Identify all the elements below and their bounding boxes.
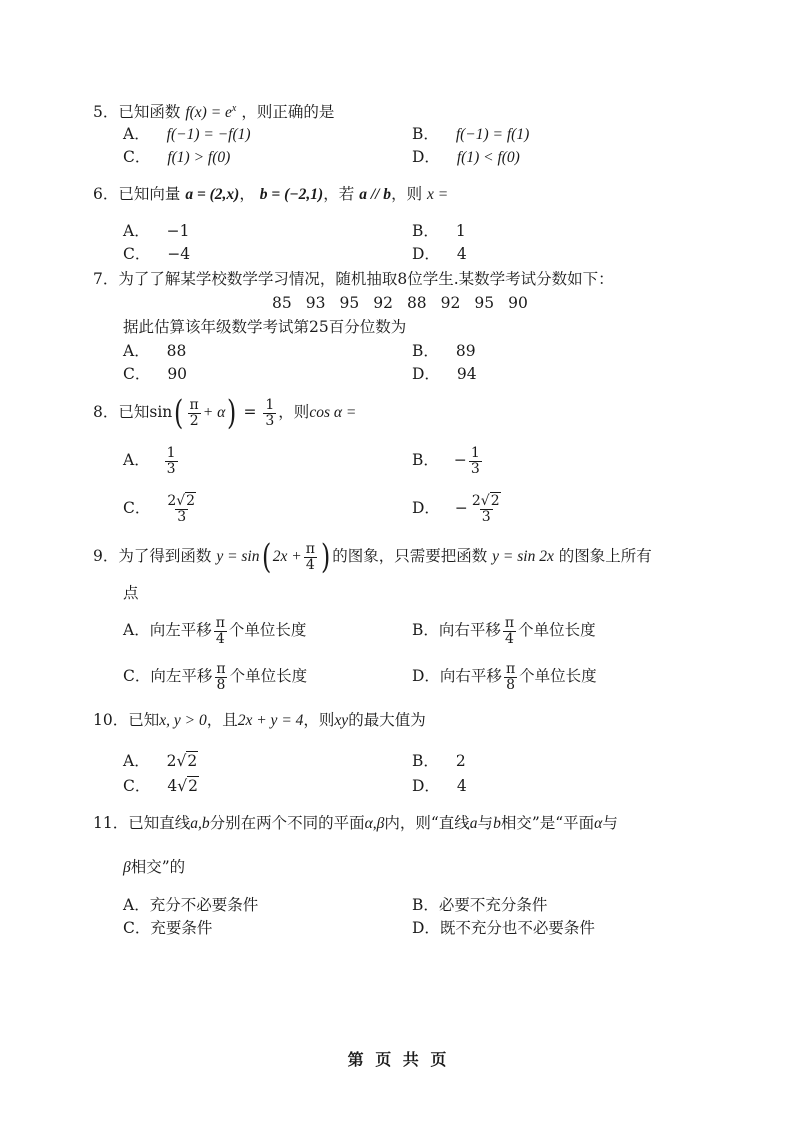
q6-stem <box>93 183 448 206</box>
q8-option-b <box>412 446 484 476</box>
q9-line2: 点 <box>123 584 139 602</box>
q8-two: 2 <box>189 412 199 429</box>
q10-c-rad: 2 <box>188 777 198 795</box>
q7-score: 92 <box>440 294 461 312</box>
q8-b-sign: − <box>453 451 467 470</box>
q11-prefix: 11．已知直线 <box>93 814 191 832</box>
q6-parallel: a // b <box>359 186 392 203</box>
q7-option-a <box>123 340 186 362</box>
q10-xy: xy <box>334 712 349 729</box>
q8-c-num <box>165 494 198 509</box>
q8-plus-alpha: + α <box>202 404 226 421</box>
q11-mid1: 分别在两个不同的平面 <box>209 814 365 832</box>
q10-a-rad: 2 <box>187 752 198 770</box>
q7-option-c <box>123 363 187 385</box>
q8-prefix: 8．已知 <box>93 403 150 421</box>
q9-a-pi: π <box>215 615 225 631</box>
q8-d-label: D． <box>412 499 440 518</box>
q9-option-b <box>412 616 596 646</box>
q8-three: 3 <box>265 412 275 429</box>
q10-c-coef: 4 <box>167 777 178 795</box>
q10-tail: 的最大值为 <box>348 711 426 729</box>
q6-c-label: C． <box>123 245 151 263</box>
q9-c-frac <box>214 662 227 692</box>
q11-mid2: 内，则“直线 <box>384 814 470 832</box>
q9-c-label: C．向左平移 <box>123 667 213 686</box>
q9-stem <box>93 537 652 577</box>
q8-d-num <box>470 494 503 509</box>
q5-func: f(x) = e <box>185 104 232 122</box>
page-footer: 第 页 共 页 <box>347 1050 447 1069</box>
q8-c-frac <box>165 494 198 524</box>
q8-pi: π <box>189 396 199 413</box>
q8-option-d <box>412 494 505 524</box>
q7-score: 85 <box>272 294 292 312</box>
q5-option-c <box>123 146 230 169</box>
q5-c-label: C． <box>123 148 151 166</box>
q5-option-a <box>123 123 251 146</box>
q10-mid: ，且 <box>206 711 238 729</box>
q11-d-text: D．既不充分也不必要条件 <box>412 919 595 937</box>
q9-d-pi: π <box>505 661 516 677</box>
q9-b-pi: π <box>504 615 515 631</box>
q7-score: 93 <box>305 294 326 312</box>
q8-frac-1-3 <box>263 398 276 428</box>
q8-sin: sin <box>149 403 173 421</box>
q7-scores <box>272 292 542 314</box>
q8-d-den: 3 <box>481 508 491 525</box>
q9-stem-line2 <box>123 582 139 604</box>
q11-mid3: 与 <box>477 814 494 832</box>
q11-mid4: 相交”是“平面 <box>500 814 595 832</box>
q9-c-unit: 个单位长度 <box>229 667 308 686</box>
q5-prefix: 5．已知函数 <box>93 103 181 122</box>
q6-a-label: A． <box>123 222 150 240</box>
q10-a-coef: 2 <box>166 752 177 770</box>
q10-option-d <box>412 775 467 797</box>
q9-option-d <box>412 662 597 692</box>
q7-a-label: A． <box>123 342 150 360</box>
q8-frac-pi2 <box>188 398 201 428</box>
q9-d-den: 8 <box>506 676 515 693</box>
q7-score: 90 <box>508 294 528 312</box>
q10-d-text: 4 <box>456 777 467 795</box>
q11-line2: 相交”的 <box>130 858 186 876</box>
q6-vector-b: b = (−2,1) <box>259 186 324 203</box>
q5-option-b <box>412 123 529 146</box>
q10-eq: 2x + y = 4 <box>237 712 304 729</box>
q7-score: 95 <box>474 294 495 312</box>
q7-b-label: B． <box>412 342 439 360</box>
q9-a-unit: 个单位长度 <box>228 621 307 640</box>
q8-option-a <box>123 446 180 476</box>
q11-ab: a,b <box>190 815 210 832</box>
q10-suffix: ，则 <box>303 711 335 729</box>
q11-option-b <box>412 894 547 916</box>
q10-a-label: A． <box>123 752 150 770</box>
q8-c-rad: 2 <box>186 493 196 509</box>
q10-b-label: B． <box>412 752 439 770</box>
q8-c-coef: 2 <box>167 493 177 509</box>
q7-stem-text: 7．为了了解某学校数学学习情况，随机抽取8位学生.某数学考试分数如下： <box>93 270 614 288</box>
q11-mid5: 与 <box>602 814 618 832</box>
q7-d-text: 94 <box>456 365 477 383</box>
q9-d-label: D．向右平移 <box>412 667 502 686</box>
q8-c-den: 3 <box>177 508 187 525</box>
q5-stem <box>93 98 334 124</box>
q5-a-label: A． <box>123 125 150 143</box>
q9-rparen: ) <box>320 537 331 577</box>
q9-lparen: ( <box>261 537 271 577</box>
q9-b-den: 4 <box>505 630 514 647</box>
q8-d-sqrt: √2 <box>480 493 500 509</box>
q8-eq: = <box>243 403 257 421</box>
q9-option-c <box>123 662 307 692</box>
q9-prefix: 9．为了得到函数 <box>93 547 212 565</box>
q5-c-text: f(1) > f(0) <box>167 149 231 166</box>
q6-suffix: ，则 <box>391 185 423 203</box>
q8-b-label: B． <box>412 451 439 470</box>
q11-alphabeta: α,β <box>364 815 385 832</box>
q8-option-c <box>123 494 200 524</box>
q8-c-sqrt: √2 <box>176 493 196 509</box>
q10-c-label: C． <box>123 777 151 795</box>
q9-frac-pi4 <box>304 542 317 572</box>
q6-option-c <box>123 243 190 265</box>
q8-rparen: ) <box>227 393 237 433</box>
q6-option-d <box>412 243 467 265</box>
q5-sup: x <box>231 103 237 114</box>
q9-a-label: A．向左平移 <box>123 621 212 640</box>
q11-stem-line2 <box>123 856 185 879</box>
q8-a-label: A． <box>123 451 150 470</box>
q8-c-label: C． <box>123 499 151 518</box>
q7-c-text: 90 <box>167 365 188 383</box>
q8-one: 1 <box>265 396 275 413</box>
q11-b: b <box>493 815 501 832</box>
q8-d-coef: 2 <box>471 493 481 509</box>
q8-b-den: 3 <box>470 460 480 477</box>
q10-option-b <box>412 750 466 772</box>
q8-suffix: ，则 <box>278 403 310 421</box>
q6-c-text: −4 <box>167 245 191 263</box>
q8-b-num: 1 <box>470 445 480 461</box>
q7-stem <box>93 268 614 290</box>
q8-d-rad: 2 <box>490 493 500 509</box>
q7-stem2-text: 据此估算该年级数学考试第25百分位数为 <box>123 318 407 336</box>
q5-b-label: B． <box>412 125 439 143</box>
q6-option-a <box>123 220 190 242</box>
q10-c-sqrt: √2 <box>177 777 198 795</box>
q9-d-unit: 个单位长度 <box>519 667 597 686</box>
q8-d-frac <box>470 494 503 524</box>
q9-a-frac <box>214 616 227 646</box>
q5-option-d <box>412 146 520 169</box>
q10-stem <box>93 709 426 732</box>
q7-score: 88 <box>406 294 427 312</box>
q8-a-num: 1 <box>166 445 176 461</box>
q7-a-text: 88 <box>166 342 187 360</box>
q8-a-den: 3 <box>166 460 176 477</box>
q11-b-text: B．必要不充分条件 <box>412 896 548 914</box>
q5-suffix: ，则正确的是 <box>241 103 335 122</box>
q6-b-text: 1 <box>455 222 466 240</box>
q9-c-pi: π <box>216 661 226 677</box>
q9-y-eq: y = sin <box>216 548 260 565</box>
q9-mid: 的图象，只需要把函数 <box>332 547 488 565</box>
q9-c-den: 8 <box>216 676 226 693</box>
q9-b-unit: 个单位长度 <box>518 621 596 640</box>
q9-suffix: 的图象上所有 <box>558 547 652 565</box>
q11-c-text: C．充要条件 <box>123 919 213 937</box>
q5-d-label: D． <box>412 148 440 166</box>
q11-alpha: α <box>594 815 603 832</box>
q10-d-label: D． <box>412 777 440 795</box>
q11-option-d <box>412 917 595 939</box>
q6-option-b <box>412 220 466 242</box>
q9-b-frac <box>503 616 516 646</box>
q6-a-text: −1 <box>166 222 190 240</box>
q8-b-frac <box>469 446 482 476</box>
q8-cos: cos α = <box>309 404 357 421</box>
q7-option-b <box>412 340 476 362</box>
q11-stem <box>93 812 618 835</box>
q7-score: 92 <box>373 294 393 312</box>
q9-b-label: B．向右平移 <box>412 621 501 640</box>
q10-a-sqrt: √2 <box>176 752 198 770</box>
q9-d-frac <box>504 662 517 692</box>
q6-d-label: D． <box>412 245 440 263</box>
q6-b-label: B． <box>412 222 439 240</box>
q7-stem2 <box>123 316 406 338</box>
q8-stem <box>93 393 357 433</box>
q5-b-text: f(−1) = f(1) <box>455 126 530 143</box>
q10-option-a <box>123 750 198 772</box>
q6-prefix: 6．已知向量 <box>93 185 181 203</box>
q9-y2: y = sin 2x <box>492 548 554 565</box>
q6-vector-a: a = (2,x) <box>185 186 240 203</box>
q8-d-sign: − <box>454 499 468 518</box>
q11-option-a <box>123 894 258 916</box>
q10-b-text: 2 <box>455 752 466 770</box>
q11-option-c <box>123 917 212 939</box>
q11-a-text: A．充分不必要条件 <box>123 896 259 914</box>
q11-beta: β <box>123 859 131 876</box>
q5-a-text: f(−1) = −f(1) <box>166 126 251 143</box>
q10-prefix: 10．已知 <box>93 711 160 729</box>
q5-d-text: f(1) < f(0) <box>456 149 520 166</box>
q7-b-text: 89 <box>455 342 476 360</box>
q7-option-d <box>412 363 477 385</box>
q7-score: 95 <box>339 294 360 312</box>
q9-option-a <box>123 616 306 646</box>
q9-pi: π <box>305 540 315 557</box>
q11-a: a <box>469 815 478 832</box>
q8-lparen: ( <box>174 393 184 433</box>
q7-c-label: C． <box>123 365 151 383</box>
q9-a-den: 4 <box>215 630 225 647</box>
q6-d-text: 4 <box>456 245 467 263</box>
q6-comma: ， <box>239 185 255 203</box>
q8-a-frac <box>165 446 178 476</box>
q7-d-label: D． <box>412 365 440 383</box>
q6-x: x = <box>427 186 449 203</box>
q9-four: 4 <box>305 556 315 573</box>
q10-option-c <box>123 775 199 797</box>
q6-mid: ，若 <box>323 185 355 203</box>
q9-two-x: 2x + <box>272 548 302 565</box>
q10-cond: x, y > 0 <box>159 712 207 729</box>
